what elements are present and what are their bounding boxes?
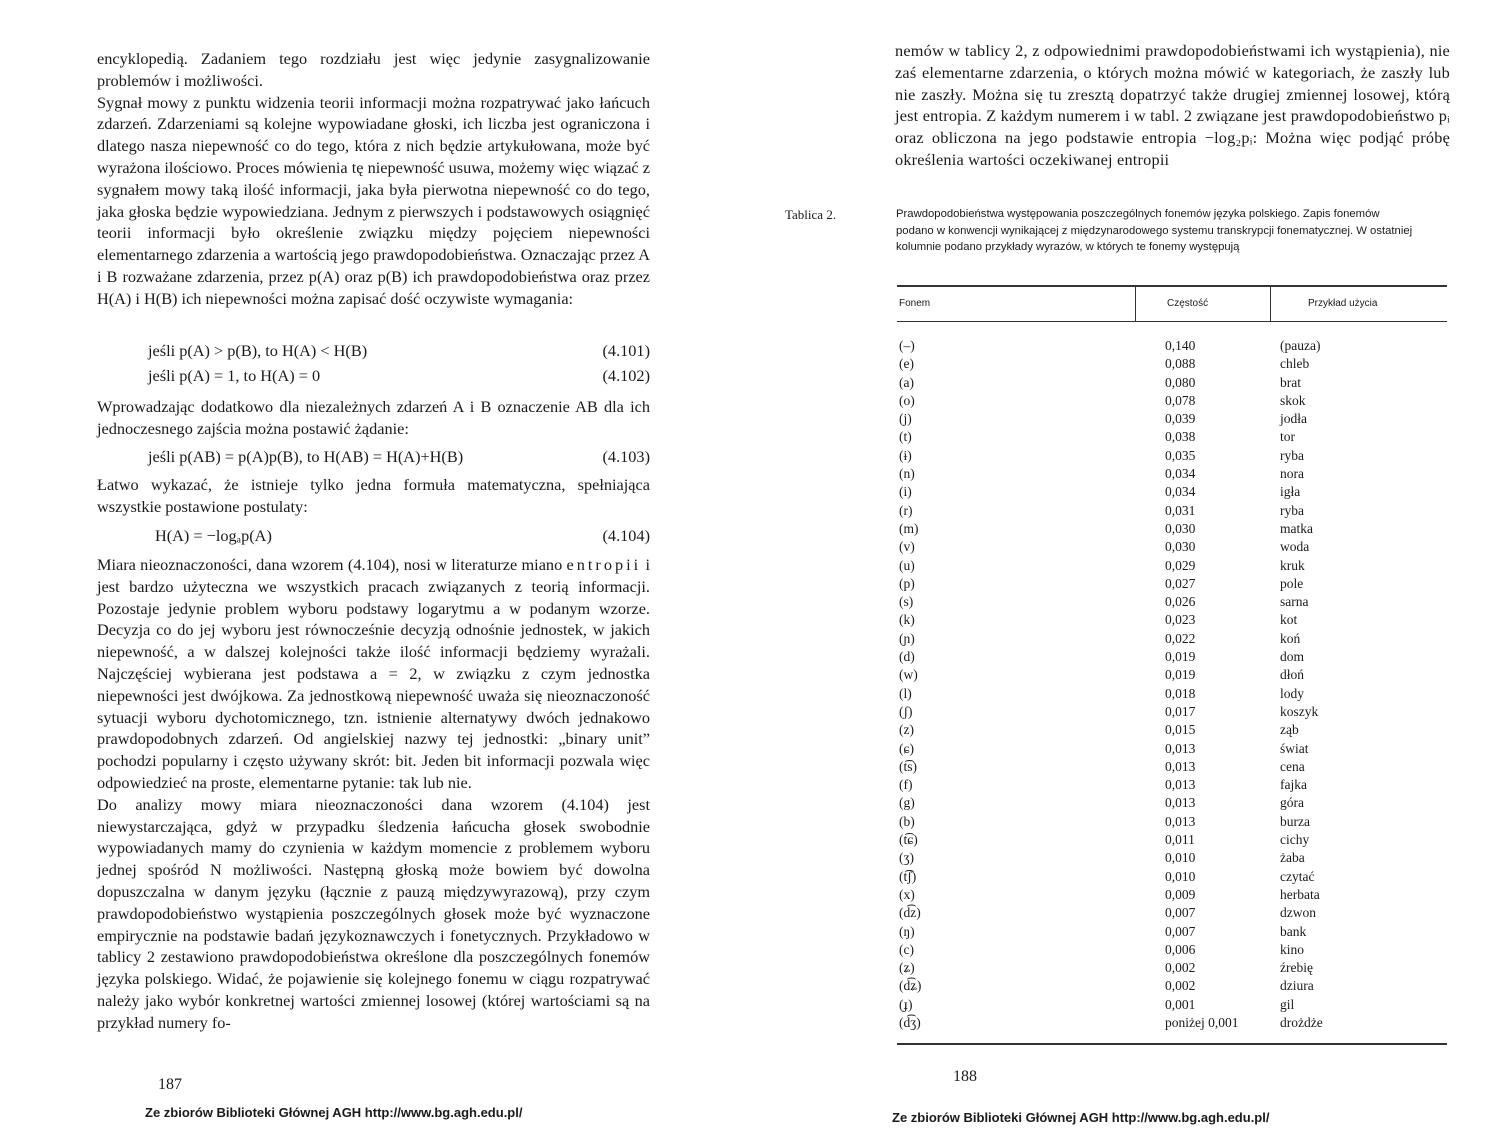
example-word-cell: kruk [1280, 557, 1305, 573]
table-column-divider [1135, 285, 1136, 322]
phoneme-cell: (i) [899, 484, 912, 500]
column-header-czestosc: Częstość [1167, 298, 1209, 309]
table-column-divider [1270, 285, 1271, 322]
example-word-cell: igła [1280, 484, 1301, 500]
table-row [897, 722, 1447, 740]
left-paragraph-3: Wprowadzając dodatkowo dla niezależnych zdarzeń A i B oznaczenie AB dla ich jednoczesnego zajścia można postawić żądanie: [97, 397, 650, 438]
formula-number: (4.104) [602, 526, 650, 545]
frequency-cell: 0,002 [1165, 978, 1196, 994]
formula-expression: jeśli p(AB) = p(A)p(B), to H(AB) = H(A)+H(B) [148, 447, 464, 466]
frequency-cell: 0,015 [1165, 722, 1196, 738]
frequency-cell: 0,013 [1165, 813, 1196, 829]
example-word-cell: jodła [1280, 411, 1307, 427]
example-word-cell: herbata [1280, 886, 1320, 902]
frequency-cell: 0,010 [1165, 850, 1196, 866]
page-number: 188 [953, 1068, 977, 1085]
phoneme-cell: (z) [899, 722, 914, 738]
frequency-cell: 0,031 [1165, 502, 1196, 518]
table-body [897, 338, 1447, 1033]
table-row [897, 503, 1447, 521]
left-text-block-3 [97, 474, 650, 518]
phoneme-cell: (w) [899, 667, 918, 683]
example-word-cell: bank [1280, 923, 1307, 939]
table-row [897, 814, 1447, 832]
left-paragraph-5 [97, 554, 650, 794]
frequency-cell: 0,039 [1165, 411, 1196, 427]
phoneme-cell: (ɟ) [899, 996, 913, 1012]
example-word-cell: ryba [1280, 502, 1304, 518]
formula-number: (4.103) [602, 447, 650, 466]
example-word-cell: dom [1280, 649, 1305, 665]
example-word-cell: skok [1280, 392, 1306, 408]
formula-4-101 [148, 341, 650, 363]
table-row [897, 869, 1447, 887]
frequency-cell: 0,030 [1165, 520, 1196, 536]
frequency-cell: 0,019 [1165, 667, 1196, 683]
frequency-cell: 0,088 [1165, 356, 1196, 372]
frequency-cell: 0,035 [1165, 447, 1196, 463]
example-word-cell: matka [1280, 520, 1313, 536]
table-row [897, 741, 1447, 759]
phoneme-cell: (ɲ) [899, 630, 915, 646]
phoneme-cell: (b) [899, 813, 915, 829]
frequency-cell: 0,007 [1165, 923, 1196, 939]
phoneme-cell: (m) [899, 520, 919, 536]
phoneme-cell: (p) [899, 575, 915, 591]
example-word-cell: koń [1280, 630, 1301, 646]
table-row [897, 338, 1447, 356]
table-row [897, 521, 1447, 539]
formula-4-103 [148, 447, 650, 469]
table-row [897, 612, 1447, 630]
example-word-cell: (pauza) [1280, 338, 1321, 353]
table-label: Tablica 2. [785, 207, 837, 222]
page-number: 187 [158, 1076, 182, 1093]
phoneme-cell: (ɨ) [899, 447, 912, 463]
table-row [897, 832, 1447, 850]
example-word-cell: drożdże [1280, 1014, 1323, 1030]
phoneme-cell: (k) [899, 612, 915, 628]
frequency-cell: 0,009 [1165, 886, 1196, 902]
table-row [897, 594, 1447, 612]
frequency-cell: 0,140 [1165, 338, 1196, 353]
phoneme-cell: (d͡z) [899, 905, 921, 921]
example-word-cell: kot [1280, 612, 1298, 628]
table-row [897, 978, 1447, 996]
table-row [897, 411, 1447, 429]
table-row [897, 686, 1447, 704]
phoneme-cell: (o) [899, 392, 915, 408]
frequency-cell: 0,027 [1165, 575, 1196, 591]
table-row [897, 905, 1447, 923]
frequency-cell: 0,010 [1165, 868, 1196, 884]
frequency-cell: 0,006 [1165, 941, 1196, 957]
phoneme-cell: (d͡ʑ) [899, 978, 922, 994]
paragraph-5-rest: i jest bardzo użyteczna we wszystkich pracach związanych z teorią informacji. Pozostaje jedynie problem wyboru podstawy logarytmu a w podanym wzorze. Decyzja co do jej wyboru jest równocześnie decyzją odnośnie jednostek, w jakich niepewność, a w dalszej kolejności także ilość informacji będziemy wyrażali. Najczęściej wybierana jest podstawa a = 2, w związku z czym jednostka niepewności jest dwójkowa. Za jednostkową niepewność uważa się nieoznaczoność sytuacji wyboru dychotomicznego, tzn. istnienie alternatywy dwóch jednakowo prawdopodobnych zdarzeń. Od angielskiej nazwy tej jednostki: „binary unit” pochodzi popularny i często używany skrót: bit. Jeden bit informacji pozwala więc odpowiedzieć na proste, elementarne pytanie: tak lub nie. [97, 555, 650, 792]
table-row [897, 924, 1447, 942]
example-word-cell: góra [1280, 795, 1304, 811]
right-paragraph-1: nemów w tablicy 2, z odpowiednimi prawdopodobieństwami ich wystąpienia), nie zaś elementarne zdarzenia, o których można mówić w kategoriach, że zaszły lub nie zaszły. Można się tu zresztą dopatrzyć także drugiej zmiennej losowej, którą jest entropia. Z każdym numerem i w tabl. 2 związane jest prawdopodobieństwo pᵢ oraz obliczona na jego podstawie entropia −log₂pᵢ: Można więc podjąć próbę określenia wartości oczekiwanej entropii [895, 41, 1450, 169]
phoneme-cell: (j) [899, 411, 912, 427]
formula-expression: jeśli p(A) = 1, to H(A) = 0 [148, 366, 321, 385]
column-header-fonem: Fonem [899, 298, 931, 309]
example-word-cell: brat [1280, 374, 1301, 390]
formula-4-104 [155, 526, 650, 548]
phoneme-cell: (ʃ) [899, 703, 913, 719]
example-word-cell: sarna [1280, 594, 1309, 610]
phoneme-cell: (ʒ) [899, 850, 914, 866]
table-row [897, 795, 1447, 813]
phoneme-cell: (–) [899, 338, 915, 353]
example-word-cell: czytać [1280, 868, 1315, 884]
table-row [897, 448, 1447, 466]
left-text-block-4 [97, 554, 650, 1034]
example-word-cell: pole [1280, 575, 1304, 591]
table-row [897, 759, 1447, 777]
frequency-cell: 0,013 [1165, 795, 1196, 811]
phoneme-cell: (ʑ) [899, 960, 915, 976]
example-word-cell: cena [1280, 758, 1305, 774]
table-row [897, 1015, 1447, 1033]
right-page [750, 0, 1500, 1131]
table-row [897, 777, 1447, 795]
table-header-rule [897, 321, 1447, 322]
phoneme-cell: (v) [899, 539, 915, 555]
example-word-cell: dzwon [1280, 905, 1316, 921]
example-word-cell: gil [1280, 996, 1295, 1012]
example-word-cell: lody [1280, 685, 1305, 701]
table-row [897, 558, 1447, 576]
example-word-cell: żaba [1280, 850, 1305, 866]
table-row [897, 960, 1447, 978]
table-row [897, 667, 1447, 685]
frequency-cell: 0,007 [1165, 905, 1196, 921]
table-row [897, 484, 1447, 502]
frequency-cell: 0,023 [1165, 612, 1196, 628]
formula-expression: H(A) = −logₐp(A) [155, 526, 272, 545]
phoneme-cell: (d͡ʒ) [899, 1014, 921, 1030]
frequency-cell: 0,002 [1165, 960, 1196, 976]
formula-expression: jeśli p(A) > p(B), to H(A) < H(B) [148, 341, 368, 360]
frequency-cell: 0,038 [1165, 429, 1196, 445]
example-word-cell: nora [1280, 466, 1304, 482]
library-footer: Ze zbiorów Biblioteki Głównej AGH http://www.bg.agh.edu.pl/ [145, 1105, 523, 1120]
example-word-cell: woda [1280, 539, 1310, 555]
frequency-cell: 0,001 [1165, 996, 1196, 1012]
example-word-cell: źrebię [1280, 960, 1313, 976]
formula-number: (4.101) [602, 341, 650, 360]
table-row [897, 942, 1447, 960]
paragraph-5-lead: Miara nieoznaczoności, dana wzorem (4.104), nosi w literaturze miano [97, 555, 567, 574]
frequency-cell: 0,013 [1165, 777, 1196, 793]
table-row [897, 539, 1447, 557]
frequency-cell: 0,019 [1165, 649, 1196, 665]
frequency-cell: 0,034 [1165, 484, 1196, 500]
phoneme-cell: (t͡ɕ) [899, 832, 918, 848]
phoneme-cell: (f) [899, 777, 913, 793]
frequency-cell: 0,018 [1165, 685, 1196, 701]
table-bottom-rule [897, 1043, 1447, 1045]
table-row [897, 997, 1447, 1015]
table-row [897, 375, 1447, 393]
formula-number: (4.102) [602, 366, 650, 385]
phoneme-cell: (n) [899, 466, 915, 482]
phoneme-cell: (l) [899, 685, 912, 701]
example-word-cell: kino [1280, 941, 1305, 957]
library-footer: Ze zbiorów Biblioteki Głównej AGH http://www.bg.agh.edu.pl/ [892, 1110, 1270, 1125]
table-top-rule [897, 285, 1447, 287]
phoneme-cell: (d) [899, 649, 915, 665]
example-word-cell: świat [1280, 740, 1309, 756]
frequency-cell: 0,030 [1165, 539, 1196, 555]
column-header-przyklad: Przykład użycia [1308, 298, 1378, 309]
table-caption [896, 206, 1416, 256]
example-word-cell: koszyk [1280, 703, 1319, 719]
phoneme-cell: (u) [899, 557, 915, 573]
right-text-block [895, 40, 1450, 171]
table-caption-text: Prawdopodobieństwa występowania poszczególnych fonemów języka polskiego. Zapis fonemów podano w konwencji wynikającej z międzynarodowego systemu transkrypcji fonematycznej. W ostatniej kolumnie podano przykłady wyrazów, w których te fonemy występują [896, 208, 1413, 253]
frequency-cell: 0,013 [1165, 758, 1196, 774]
phoneme-cell: (r) [899, 502, 913, 518]
frequency-cell: poniżej 0,001 [1165, 1014, 1239, 1030]
frequency-cell: 0,029 [1165, 557, 1196, 573]
example-word-cell: ryba [1280, 447, 1304, 463]
frequency-cell: 0,080 [1165, 374, 1196, 390]
left-text-block-2 [97, 396, 650, 440]
phoneme-cell: (a) [899, 374, 914, 390]
phoneme-cell: (c) [899, 941, 914, 957]
frequency-cell: 0,078 [1165, 392, 1196, 408]
phoneme-cell: (ŋ) [899, 923, 915, 939]
table-row [897, 429, 1447, 447]
left-paragraph-2: Sygnał mowy z punktu widzenia teorii informacji można rozpatrywać jako łańcuch zdarzeń. Zdarzeniami są kolejne wypowiadane głoski, ich liczba jest ograniczona i dlatego nasza niepewność co do tego, która z nich będzie artykułowana, może być wyrażona ilościowo. Proces mówienia tę niepewność usuwa, możemy więc wiązać z sygnałem mowy taką ilość informacji, jaka była pierwotna niepewność co do tego, jaka głoska będzie wypowiedziana. Jednym z pierwszych i podstawowych osiągnięć teorii informacji było określenie związku między pojęciem niepewności elementarnego zdarzenia a wartością jego prawdopodobieństwa. Oznaczając przez A i B rozważane zdarzenia, przez p(A) oraz p(B) ich prawdopodobieństwa oraz przez H(A) i H(B) ich niepewności można zapisać dość oczywiste wymagania: [97, 92, 650, 308]
table-row [897, 466, 1447, 484]
formula-4-102 [148, 366, 650, 388]
phoneme-cell: (g) [899, 795, 915, 811]
phoneme-cell: (t͡ʃ) [899, 868, 917, 884]
phoneme-cell: (e) [899, 356, 914, 372]
phoneme-frequency-table [897, 285, 1447, 1045]
table-row [897, 704, 1447, 722]
example-word-cell: ząb [1280, 722, 1299, 738]
left-paragraph-4: Łatwo wykazać, że istnieje tylko jedna formuła matematyczna, spełniająca wszystkie postawione postulaty: [97, 475, 650, 516]
left-text-block-top [97, 48, 650, 310]
phoneme-cell: (x) [899, 886, 915, 902]
frequency-cell: 0,022 [1165, 630, 1196, 646]
table-row [897, 631, 1447, 649]
frequency-cell: 0,034 [1165, 466, 1196, 482]
table-row [897, 887, 1447, 905]
example-word-cell: burza [1280, 813, 1310, 829]
phoneme-cell: (s) [899, 594, 914, 610]
phoneme-cell: (t͡s) [899, 758, 917, 774]
table-row [897, 356, 1447, 374]
term-entropii: entropii [566, 555, 642, 574]
phoneme-cell: (t) [899, 429, 912, 445]
frequency-cell: 0,026 [1165, 594, 1196, 610]
example-word-cell: tor [1280, 429, 1295, 445]
frequency-cell: 0,017 [1165, 703, 1196, 719]
table-row [897, 649, 1447, 667]
table-row [897, 850, 1447, 868]
example-word-cell: chleb [1280, 356, 1310, 372]
left-paragraph-6: Do analizy mowy miara nieoznaczoności dana wzorem (4.104) jest niewystarczająca, gdyż w przypadku śledzenia łańcucha głosek swobodnie wypowiadanych mamy do czynienia w każdym momencie z problemem wyboru jednej spośród N możliwości. Następną głoską może bowiem być dowolna dopuszczalna w danym języku (łącznie z pauzą międzywyrazową), przy czym prawdopodobieństwo wystąpienia poszczególnych głosek może być wyznaczone empirycznie na podstawie badań językoznawczych i fonetycznych. Przykładowo w tablicy 2 zestawiono prawdopodobieństwa określone dla poszczególnych fonemów języka polskiego. Widać, że pojawienie się kolejnego fonemu w ciągu rozpatrywać należy jako wybór konkretnej wartości zmiennej losowej (której wartościami są na przykład numery fo- [97, 794, 650, 1032]
frequency-cell: 0,013 [1165, 740, 1196, 756]
example-word-cell: cichy [1280, 832, 1310, 848]
frequency-cell: 0,011 [1165, 832, 1195, 848]
example-word-cell: dziura [1280, 978, 1314, 994]
left-paragraph-1: encyklopedią. Zadaniem tego rozdziału jest więc jedynie zasygnalizowanie problemów i możliwości. [97, 49, 650, 90]
phoneme-cell: (ɕ) [899, 740, 914, 756]
table-row [897, 393, 1447, 411]
table-row [897, 576, 1447, 594]
example-word-cell: fajka [1280, 777, 1307, 793]
example-word-cell: dłoń [1280, 667, 1305, 683]
